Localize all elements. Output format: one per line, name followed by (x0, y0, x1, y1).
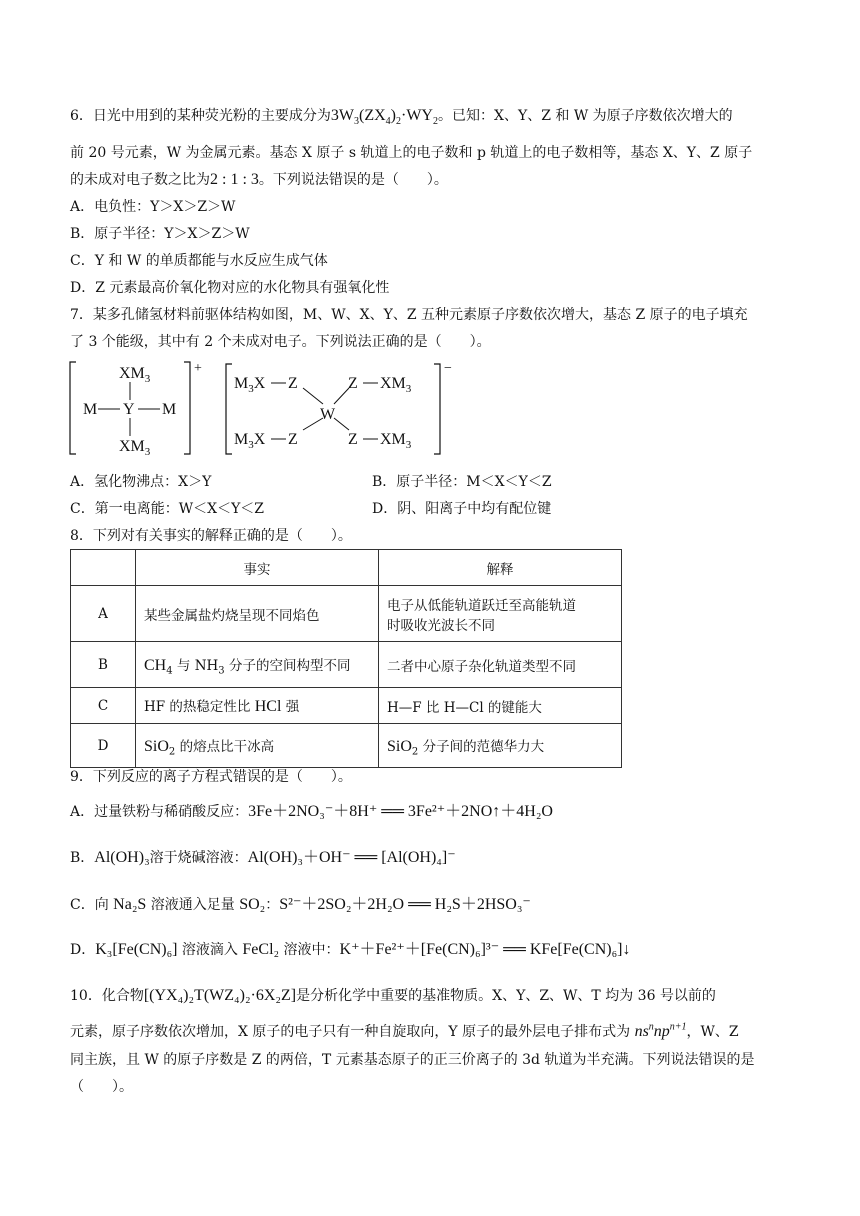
anion-bottom-left-group: $M_3X$ (234, 431, 266, 451)
q7-option-d: D．阴、阳离子中均有配位键 (372, 501, 552, 517)
q8-table (70, 549, 622, 768)
q9-equation-a: 3Fe＋2NO₃⁻＋8H⁺ ══ 3Fe²⁺＋2NO↑＋4H₂O (248, 803, 553, 820)
anion-bottom-left-z: Z (288, 431, 298, 448)
q9-equation-d: K⁺＋Fe²⁺＋[Fe(CN)₆]³⁻ ══ KFe[Fe(CN)₆]↓ (339, 941, 631, 958)
cation-center-atom: Y (123, 401, 135, 418)
q6-line-2: 前 20 号元素，W 为金属元素。基态 X 原子 s 轨道上的电子数和 p 轨道上的电子数相等，基态 X、Y、Z 原子 (70, 145, 753, 161)
q10-line-4: （ ）。 (70, 1079, 133, 1095)
anion-bracket-right (434, 364, 440, 454)
table-header-row (71, 550, 622, 586)
q7-option-b: B．原子半径：M＜X＜Y＜Z (372, 474, 552, 490)
q9-option-c: C．向 Na₂S 溶液通入足量 SO₂：S²⁻＋2SO₂＋2H₂O ══ H₂S＋2HSO₃⁻ (70, 896, 531, 913)
q6-option-c: C．Y 和 W 的单质都能与水反应生成气体 (70, 253, 328, 269)
table-row: A 某些金属盐灼烧呈现不同焰色 电子从低能轨道跃迁至高能轨道 时吸收光波长不同 (71, 586, 622, 642)
q7-structure-diagram (66, 358, 466, 458)
q6-option-d: D．Z 元素最高价氧化物对应的水化物具有强氧化性 (70, 280, 390, 296)
table-row: D SiO$_2$ 的熔点比干冰高 SiO$_2$ 分子间的范德华力大 (71, 724, 622, 768)
cation-bracket-right (184, 362, 190, 454)
q9-title: 9．下列反应的离子方程式错误的是（ ）。 (70, 769, 352, 785)
q7-line-1: 7．某多孔储氢材料前驱体结构如图，M、W、X、Y、Z 五种元素原子序数依次增大，基态 Z 原子的电子填充 (70, 307, 748, 323)
q6-line-1: 6．日光中用到的某种荧光粉的主要成分为$3W_3(ZX_4)_2\cdot WY_2$。已知：X、Y、Z 和 W 为原子序数依次增大的 (70, 107, 733, 128)
q6-formula: $3W_3(ZX_4)_2\cdot WY_2$ (330, 107, 438, 128)
q9-equation-b: Al(OH)₃＋OH⁻ ══ [Al(OH)₄]⁻ (247, 849, 456, 866)
anion-top-right-z: Z (348, 375, 358, 392)
q6-option-b: B．原子半径：Y＞X＞Z＞W (70, 226, 250, 242)
q6-option-a: A．电负性：Y＞X＞Z＞W (70, 199, 236, 215)
cation-bottom-group: $XM_3$ (119, 438, 151, 458)
q7-option-c: C．第一电离能：W＜X＜Y＜Z (70, 501, 265, 517)
q10-line-2: 元素，原子序数依次增加，X 原子的电子只有一种自旋取向，Y 原子的最外层电子排布式为 $ns^nnp^{n+1}$，W、Z (70, 1021, 739, 1040)
cation-left-atom: M (83, 401, 98, 418)
q9-option-d: D．K₃[Fe(CN)₆] 溶液滴入 FeCl₂ 溶液中：K⁺＋Fe²⁺＋[Fe(CN)₆]³⁻ ══ KFe[Fe(CN)₆]↓ (70, 941, 631, 958)
anion-center-atom: W (320, 406, 336, 423)
q8-title: 8．下列对有关事实的解释正确的是（ ）。 (70, 528, 352, 544)
q9-option-b: B．Al(OH)₃溶于烧碱溶液：Al(OH)₃＋OH⁻ ══ [Al(OH)₄]⁻ (70, 849, 456, 866)
q9-option-a: A．过量铁粉与稀硝酸反应：3Fe＋2NO₃⁻＋8H⁺ ══ 3Fe²⁺＋2NO↑＋4H₂O (70, 803, 553, 820)
table-header-fact: 事实 (136, 550, 379, 586)
cation-top-group: $XM_3$ (119, 365, 151, 385)
cation-bracket-left (70, 362, 76, 454)
anion-top-left-group: $M_3X$ (234, 375, 266, 395)
anion-bottom-right-group: $XM_3$ (380, 431, 412, 451)
table-row: C HF 的热稳定性比 HCl 强 H—F 比 H—Cl 的键能大 (71, 688, 622, 724)
anion-top-left-z: Z (288, 375, 298, 392)
table-header-explain: 解释 (379, 550, 622, 586)
q6-line-3: 的未成对电子数之比为2 : 1 : 3。下列说法错误的是（ ）。 (70, 171, 448, 188)
cation-right-atom: M (162, 401, 177, 418)
anion-bracket-left (226, 364, 232, 454)
anion-top-right-group: $XM_3$ (380, 375, 412, 395)
q7-option-a: A．氢化物沸点：X＞Y (70, 474, 212, 490)
q10-line-3: 同主族，且 W 的原子序数是 Z 的两倍，T 元素基态原子的正三价离子的 3d 轨道为半充满。下列说法错误的是 (70, 1052, 755, 1068)
q10-line-1: 10．化合物[(YX₄)₂T(WZ₄)₂·6X₂Z]是分析化学中重要的基准物质。X、Y、Z、W、T 均为 36 号以前的 (70, 987, 716, 1004)
table-header-blank (71, 550, 136, 586)
anion-bottom-right-z: Z (348, 431, 358, 448)
q9-equation-c: S²⁻＋2SO₂＋2H₂O ══ H₂S＋2HSO₃⁻ (279, 896, 531, 913)
table-row: B $CH_4$ 与 $NH_3$ 分子的空间构型不同 二者中心原子杂化轨道类型不同 (71, 642, 622, 688)
q6-ratio: 2 : 1 : 3 (210, 171, 259, 188)
cation-charge: + (194, 361, 202, 376)
q10-formula: [(YX₄)₂T(WZ₄)₂·6X₂Z] (143, 987, 297, 1004)
anion-charge: − (444, 361, 452, 376)
q7-line-2: 了 3 个能级，其中有 2 个未成对电子。下列说法正确的是（ ）。 (70, 334, 491, 350)
